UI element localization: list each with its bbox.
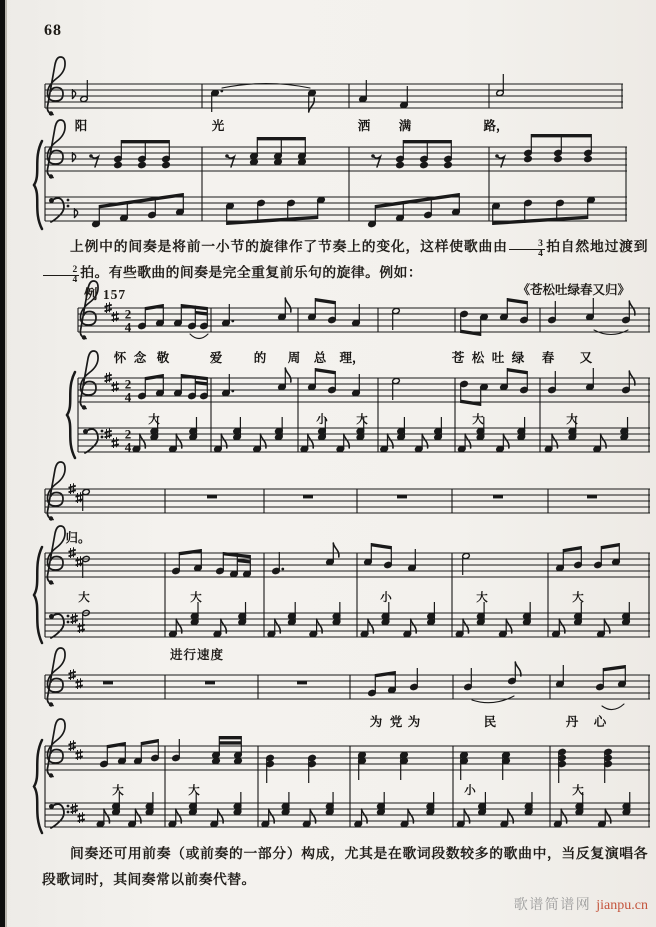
- paragraph-text: 拍。有些歌曲的间奏是完全重复前乐句的旋律。例如：: [80, 264, 423, 280]
- lyric-syllable: 民: [483, 715, 497, 729]
- lyric-syllable: 理，: [339, 351, 365, 365]
- paragraph-text: 上例中的间奏是将前一小节的旋律作了节奏上的变化，这样使歌曲由: [70, 239, 508, 254]
- music-system-2: [67, 281, 650, 458]
- chord-quality-annotation: 大: [148, 414, 160, 426]
- watermark-site-name: 歌谱简谱网: [513, 898, 592, 913]
- lyrics-line: [75, 118, 509, 133]
- piano-brace: [67, 372, 75, 458]
- lyric-syllable: 爱: [209, 351, 223, 365]
- meter-fraction: $\frac{3}{4}$: [509, 240, 545, 259]
- chord-quality-annotation: 大: [572, 785, 584, 797]
- time-signature-denominator: 4: [124, 439, 132, 455]
- bass-clef-icon: [49, 198, 69, 222]
- lyrics-line: [370, 714, 607, 729]
- piece-title: 《苍松吐绿春又归》: [517, 283, 630, 297]
- chord-quality-annotation: 大: [472, 414, 484, 426]
- lyric-syllable: 阳: [74, 119, 88, 133]
- chord-quality-annotation: 大: [78, 592, 90, 604]
- chord-quality-annotation: 小: [380, 592, 392, 604]
- treble-clef-icon: [47, 648, 65, 707]
- time-signature-numerator: 2: [124, 306, 132, 322]
- lyrics-line: [113, 350, 593, 365]
- bass-clef-icon: [83, 429, 103, 453]
- treble-clef-icon: [47, 120, 65, 179]
- vocal-staff: [45, 648, 650, 710]
- lyric-syllable: 党: [389, 715, 403, 729]
- music-system-3: [34, 462, 650, 643]
- chord-quality-annotation: 小: [464, 785, 476, 797]
- lyric-syllable: 光: [211, 119, 225, 133]
- piano-treble-staff: [45, 526, 650, 585]
- lyric-syllable: 心: [593, 715, 607, 729]
- chord-quality-annotation: 小: [316, 414, 328, 426]
- treble-clef-icon: [47, 719, 65, 778]
- lyric-syllable: 敬: [156, 351, 170, 365]
- lyric-syllable: 为: [407, 715, 421, 729]
- music-system-4: [34, 648, 650, 833]
- chord-quality-annotation: 大: [188, 785, 200, 797]
- watermark-url[interactable]: jianpu.cn: [596, 898, 648, 913]
- chord-quality-annotations: [78, 590, 584, 604]
- watermark: [514, 894, 648, 914]
- time-signature-denominator: 4: [124, 319, 132, 335]
- lyric-syllable: 总: [313, 351, 327, 365]
- page-number: 68: [44, 22, 62, 39]
- chord-quality-annotation: 大: [190, 592, 202, 604]
- music-system-1: [34, 57, 627, 229]
- vocal-staff: [45, 462, 650, 521]
- lyric-syllable: 满: [398, 119, 412, 133]
- time-signature-numerator: 2: [124, 376, 132, 392]
- chord-quality-annotation: 大: [572, 592, 584, 604]
- lyric-syllable: 松: [471, 351, 485, 365]
- chord-quality-annotation: 大: [356, 414, 368, 426]
- lyric-syllable: 丹: [565, 715, 579, 729]
- lyric-syllable: 春: [541, 351, 555, 365]
- lyric-syllable: 念: [133, 351, 147, 365]
- lyric-syllable: 绿: [511, 351, 525, 365]
- lyric-syllable: 吐: [491, 351, 505, 365]
- chord-quality-annotations: [112, 783, 584, 797]
- paragraph-interlude-variation: [42, 234, 648, 285]
- chord-quality-annotation: 大: [476, 592, 488, 604]
- lyric-syllable: 怀: [113, 351, 127, 365]
- treble-clef-icon: [80, 351, 98, 410]
- lyric-syllable: 路，: [483, 119, 509, 133]
- meter-fraction: $\frac{2}{4}$: [43, 266, 79, 285]
- chord-quality-annotations: [148, 412, 578, 426]
- lyric-syllable: 为: [369, 715, 383, 729]
- piano-brace: [34, 740, 42, 833]
- lyric-syllable: 的: [253, 351, 267, 365]
- lyric-syllable: 又: [579, 351, 593, 365]
- tempo-marking: 进行速度: [170, 648, 225, 662]
- piano-bass-staff: [45, 792, 650, 828]
- treble-clef-icon: [47, 57, 65, 116]
- lyric-syllable: 周: [287, 351, 301, 365]
- paragraph-interlude-prelude: 间奏还可用前奏（或前奏的一部分）构成，尤其是在歌词段数较多的歌曲中，当反复演唱各段歌词时，其间奏常以前奏代替。: [42, 846, 648, 887]
- chord-quality-annotation: 大: [112, 785, 124, 797]
- piano-brace: [34, 141, 42, 229]
- time-signature-numerator: 2: [124, 426, 132, 442]
- bass-clef-icon: [49, 614, 69, 638]
- piano-treble-staff: [45, 719, 650, 783]
- chord-quality-annotation: 大: [566, 414, 578, 426]
- lyrics-line: [65, 530, 90, 545]
- paragraph-text: 拍自然地过渡到: [545, 239, 648, 254]
- vocal-staff: [45, 57, 623, 116]
- lyric-syllable: 苍: [451, 351, 465, 365]
- example-label: 例 157: [84, 287, 127, 302]
- treble-clef-icon: [47, 462, 65, 521]
- piano-treble-staff: [45, 120, 627, 179]
- piano-bass-staff: [45, 602, 650, 638]
- piano-brace: [34, 547, 42, 643]
- lyric-syllable: 洒: [357, 119, 371, 133]
- bass-clef-icon: [49, 804, 69, 828]
- piano-bass-staff: [45, 193, 627, 227]
- treble-clef-icon: [47, 526, 65, 585]
- time-signature-denominator: 4: [124, 389, 132, 405]
- lyric-syllable: 归。: [65, 531, 91, 545]
